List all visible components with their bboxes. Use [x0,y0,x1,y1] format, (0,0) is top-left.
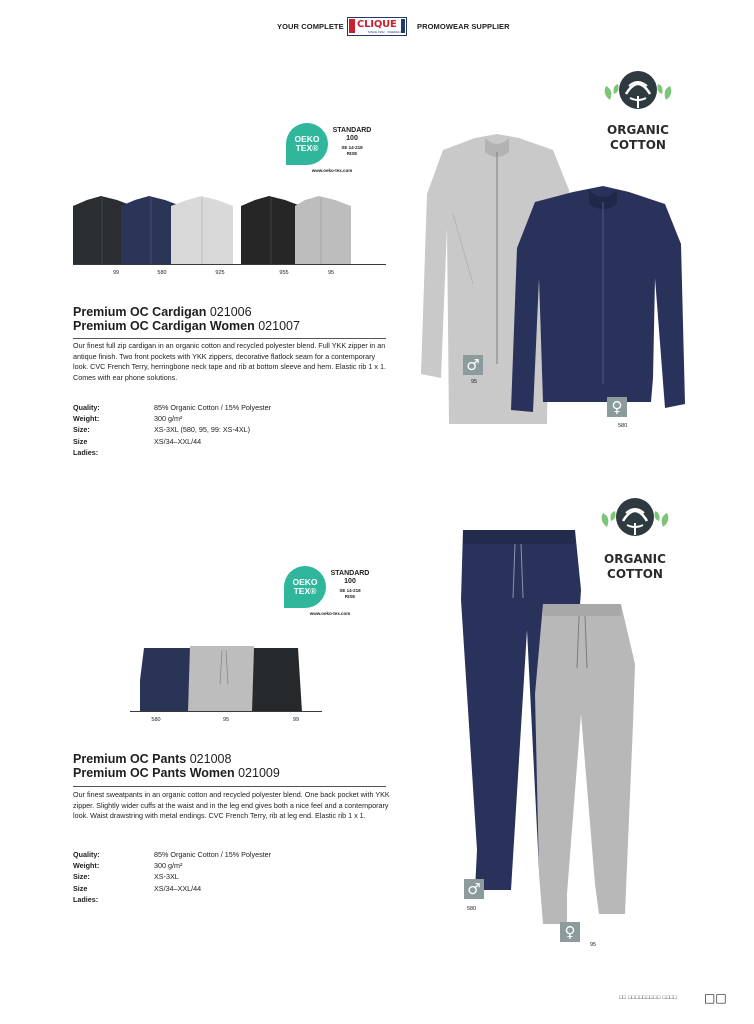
swatch-code: 99 [112,270,120,276]
male-icon: ♂ [464,879,484,899]
oeko-badge-line2: TEX® [295,143,319,153]
logo-subtext: SINCE 1992 · SWEDEN [368,30,401,34]
oeko-code-line1: SE 14-218 [341,145,363,150]
spec-value: XS-3XL (580, 95, 99: XS-4XL) [154,425,251,435]
spec-label: Quality: [73,403,100,412]
swatch-code: 95 [327,270,335,276]
swatch-baseline [130,711,322,712]
oeko-tex-logo [286,123,328,165]
pants-title [73,752,280,780]
pants-swatch-images [140,644,310,714]
spec-value: 85% Organic Cotton / 15% Polyester [154,403,272,412]
page-number: □□ [704,991,727,1005]
cardigan-title [73,305,300,333]
organic-label-line1: ORGANIC [604,552,666,566]
female-color-code: 95 [590,942,597,948]
oeko-standard-line1: STANDARD [332,127,372,134]
oeko-standard-line1: STANDARD [330,570,370,577]
female-color-code: 580 [618,423,628,429]
male-color-code: 95 [471,379,478,385]
spec-value: XS/34–XXL/44 [154,883,202,893]
spec-label: Size Ladies: [73,883,99,904]
oeko-standard-line2: 100 [344,578,356,585]
footer-catalog-text: □□ □□□□□□□□□ □□□□ [619,995,677,1001]
swatch-code: 580 [157,270,167,276]
spec-label: Quality: [73,850,100,859]
oeko-badge-line1: OEKO [292,577,318,587]
swatch-code: 925 [215,270,225,276]
swatch-code: 580 [151,717,161,723]
product-code: 021006 [209,305,252,319]
title-divider [73,338,386,339]
product-name-women: Premium OC Cardigan Women [73,319,255,333]
female-pants-figure [535,604,635,924]
spec-value: XS/34–XXL/44 [154,436,202,446]
page-header [0,17,754,39]
male-icon: ♂ [463,355,483,375]
female-icon: ♀ [607,397,627,417]
oeko-url: www.oeko-tex.com [309,611,351,616]
title-divider [73,786,386,787]
spec-value: XS-3XL [154,872,179,882]
header-left-text: YOUR COMPLETE [277,22,344,31]
product-code-women: 021007 [258,319,300,333]
organic-label-line2: COTTON [607,567,663,581]
organic-label-line1: ORGANIC [607,123,669,137]
swatch-cardigan-5[interactable] [295,196,351,264]
product-name: Premium OC Pants [73,752,187,766]
spec-value: 300 g/m² [154,861,183,871]
spec-label: Size: [73,872,90,882]
swatch-pants-2[interactable] [188,646,258,712]
spec-label: Size: [73,425,90,435]
swatch-baseline [73,264,386,265]
product-name: Premium OC Cardigan [73,305,207,319]
spec-value: 300 g/m² [154,414,183,424]
oeko-standard-line2: 100 [346,135,358,142]
oeko-cert-code [330,145,374,156]
oeko-tex-logo [284,566,326,608]
product-code-women: 021009 [238,766,280,780]
oeko-code-line2: RISE [346,150,358,156]
swatch-code: 95 [222,717,230,723]
spec-label: Weight: [73,414,100,424]
swatch-code: 99 [292,717,300,723]
cotton-plant-icon [596,70,680,130]
header-right-text: PROMOWEAR SUPPLIER [417,22,510,31]
oeko-code-line1: SE 14-218 [339,588,361,593]
clique-logo [347,17,407,36]
spec-label: Weight: [73,861,100,871]
oeko-badge-line1: OEKO [294,134,320,144]
oeko-code-line2: RISE [344,593,356,599]
logo-blue-bar [401,19,405,33]
swatch-cardigan-4[interactable] [241,196,301,264]
swatch-cardigan-3[interactable] [171,196,233,264]
logo-name: CLIQUE [357,19,397,30]
product-name-women: Premium OC Pants Women [73,766,235,780]
spec-value: 85% Organic Cotton / 15% Polyester [154,850,272,859]
oeko-cert-code [328,588,372,599]
pants-product-image [455,528,655,938]
logo-red-bar [349,19,355,33]
swatch-code: 955 [279,270,289,276]
product-code: 021008 [189,752,232,766]
swatch-pants-3[interactable] [252,648,302,712]
cardigan-description: Our finest full zip cardigan in an organic cotton and recycled polyester blend. Full YKK zipper in an antique finish. Two front pockets with YKK zippers, decorative flatlock seam for a contemporary look. CVC French Terry, herringbone neck tape and rib at bottom sleeve and hem. Elastic rib 1 x 1. Comes with ear phone solutions. [73,341,386,382]
oeko-standard [330,127,374,143]
organic-label-line2: COTTON [610,138,666,152]
cardigan-swatch-images [73,192,373,264]
cardigan-color-swatches [73,192,373,282]
cardigan-product-image [405,134,705,424]
spec-label: Size Ladies: [73,436,99,457]
swatch-pants-1[interactable] [140,648,194,712]
oeko-standard [328,570,372,586]
oeko-url: www.oeko-tex.com [311,168,353,173]
oeko-tex-badge [286,123,396,178]
oeko-badge-line2: TEX® [293,586,317,596]
female-icon: ♀ [560,922,580,942]
oeko-tex-badge [284,566,394,621]
pants-description: Our finest sweatpants in an organic cotton and recycled polyester blend. One back pocket with YKK zipper. Slightly wider cuffs at the waist and in the leg end gives both a nice feel and a contemporary look. Waist drawstring with metal endings. CVC French Terry, rib at leg end. Elastic rib 1 x 1. [73,790,390,821]
male-color-code: 580 [467,906,477,912]
